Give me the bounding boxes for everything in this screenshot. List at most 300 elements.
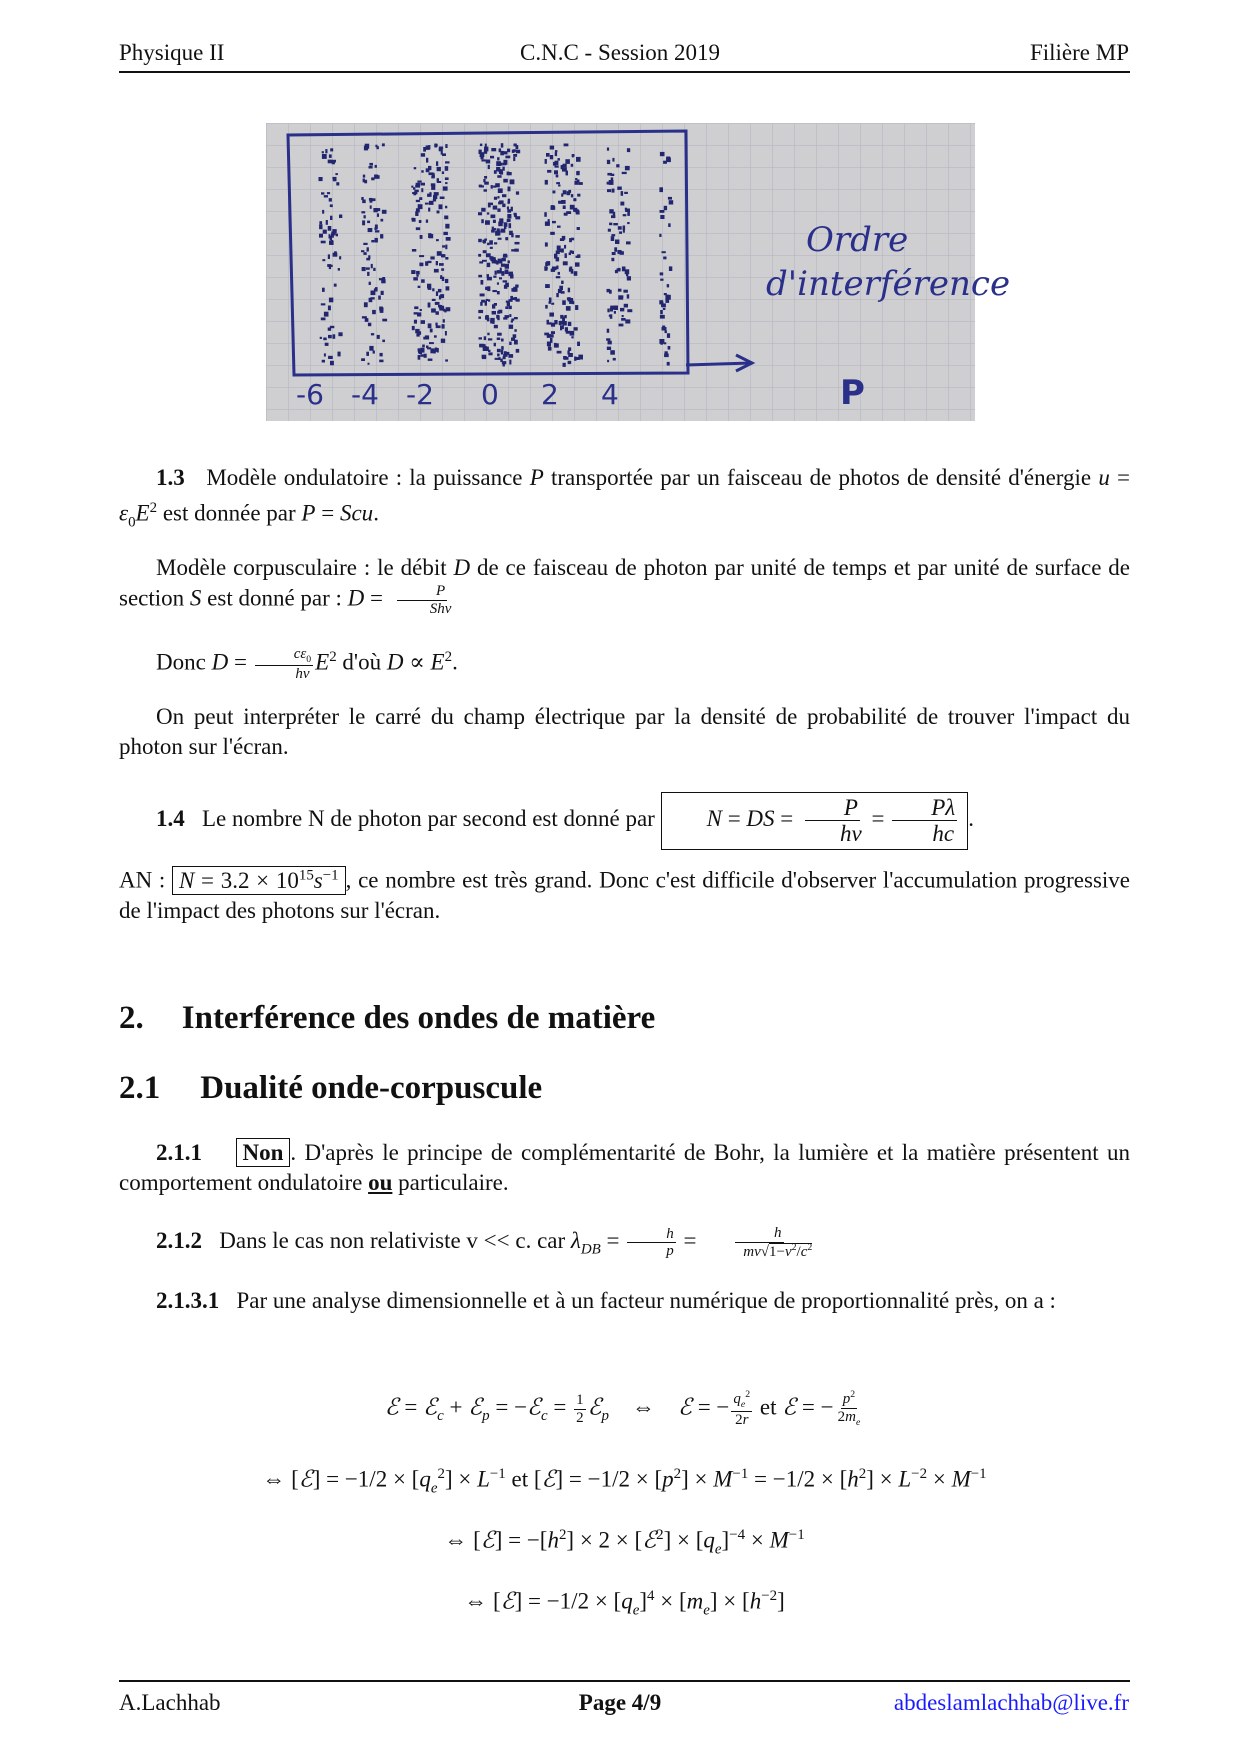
fringe-dot [494, 228, 497, 230]
fringe-dot [556, 251, 560, 255]
fringe-dot [669, 200, 674, 204]
fringe-dot [505, 306, 508, 309]
fringe-dot [555, 165, 559, 167]
fringe-dot [577, 227, 580, 230]
fringe-dot [566, 211, 571, 214]
tick-label: 4 [601, 378, 619, 411]
fringe-dot [545, 305, 548, 309]
fringe-dot [367, 272, 369, 276]
fringe-dot [370, 205, 372, 208]
fringe-dot [362, 220, 365, 225]
fringe-dot [490, 318, 494, 322]
fringe-dot [510, 179, 515, 184]
fringe-dot [660, 310, 663, 314]
fringe-dot [416, 227, 420, 230]
fringe-dot [545, 284, 550, 288]
fringe-dot [446, 237, 451, 241]
fringe-dot [375, 230, 380, 232]
fringe-dot [507, 302, 510, 306]
fringe-dot [478, 275, 482, 278]
fringe-dot [569, 252, 571, 255]
fringe-dot [432, 299, 436, 301]
fringe-dot [430, 329, 433, 333]
fringe-dot [665, 351, 668, 354]
fringe-dot [661, 302, 664, 307]
fringe-dot [361, 211, 365, 213]
fringe-dot [419, 197, 422, 200]
fringe-dot [516, 191, 519, 194]
fringe-dot [445, 245, 447, 250]
section-number: 1.3 [156, 465, 185, 490]
answer-box: Non [236, 1138, 291, 1167]
fringe-dot [556, 276, 561, 278]
fringe-dot [574, 198, 577, 201]
fringe-dot [558, 272, 560, 275]
fringe-dot [492, 304, 495, 308]
tick-labels [266, 378, 975, 418]
fringe-dot [443, 309, 445, 312]
fringe-dot [613, 358, 616, 361]
fringe-dot [334, 251, 337, 255]
fringe-dot [545, 180, 548, 185]
fringe-dot [478, 212, 482, 215]
fringe-dot [505, 237, 508, 240]
fringe-dot [413, 277, 418, 280]
fringe-dot [445, 177, 449, 180]
fringe-dot [375, 175, 380, 179]
fringe-dot [480, 144, 482, 147]
fringe-dot [515, 235, 519, 238]
fringe-dot [434, 335, 437, 337]
fringe-dot [414, 306, 418, 309]
fringe-dot [503, 317, 507, 319]
fringe-dot [321, 241, 326, 244]
fringe-dot [488, 338, 492, 340]
fringe-dot [507, 172, 510, 176]
fringe-dot [607, 160, 610, 164]
fringe-dot [570, 267, 573, 270]
fringe-dot [549, 301, 552, 303]
fringe-dot [362, 200, 366, 204]
fringe-dot [516, 150, 520, 154]
fringe-dot [511, 207, 513, 212]
fringe-dot [506, 301, 510, 303]
fringe-dot [328, 335, 332, 338]
fringe-dot [446, 286, 450, 290]
fringe-dot [375, 238, 378, 243]
fringe-dot [495, 260, 498, 264]
fringe-dot [511, 321, 513, 323]
fringe-dot [431, 185, 435, 190]
fringe-dot [514, 329, 516, 332]
fringe-dot [570, 205, 575, 210]
fringe-dot [622, 172, 627, 174]
fringe-dot [571, 336, 573, 338]
fringe-dot [478, 254, 481, 257]
fringe-dot [613, 223, 618, 225]
fringe-dot [498, 259, 503, 264]
fringe-dot [428, 303, 431, 308]
fringe-dot [610, 350, 615, 355]
fringe-dot [660, 315, 665, 319]
fringe-dot [495, 183, 500, 187]
fringe-dot [505, 156, 510, 159]
fringe-dot [560, 238, 564, 241]
fringe-dot [485, 287, 488, 290]
fringe-dot [368, 363, 370, 365]
fringe-dot [552, 221, 556, 223]
fringe-dot [425, 261, 428, 266]
fringe-dot [425, 203, 429, 205]
fringe-dot [514, 317, 518, 319]
fringe-dot [620, 202, 624, 206]
section-title: Dualité onde-corpuscule [200, 1070, 543, 1106]
fringe-dot [498, 222, 502, 227]
fringe-dot [322, 154, 327, 159]
fringe-dot [431, 176, 435, 179]
fringe-dot [442, 324, 445, 328]
fringe-dot [497, 311, 500, 314]
fringe-dot [444, 216, 448, 220]
fringe-dot [319, 234, 323, 238]
fringe-dot [509, 325, 513, 329]
fringe-dot [497, 316, 499, 321]
para-1-3-c: Donc D = $\frac{c\varepsilon_0}{h\nu}$ $E^2$ d'où $D \propto E^2$. [156, 645, 458, 683]
fringe-dot [607, 360, 609, 362]
fringe-dot [514, 249, 518, 252]
equation-3: ⇔ [ℰ] = $-[h^2] \times 2$ × [ℰ$^2$] × $[q_e]^{-4} \times M^{-1}$ [444, 1527, 805, 1558]
fringe-dot [332, 229, 336, 233]
fringe-dot [627, 212, 630, 216]
fringe-dot [608, 229, 611, 232]
fringe-dot [556, 257, 560, 261]
para-1-4-an [119, 860, 1130, 926]
fringe-dot [361, 358, 365, 361]
section-number: 2.1.2 [156, 1227, 202, 1253]
fringe-dot [501, 271, 504, 276]
fringe-dot [445, 166, 449, 171]
fringe-dot [568, 361, 572, 364]
fringe-dot [499, 200, 504, 203]
fringe-dot [610, 314, 613, 319]
fringe-dot [483, 250, 487, 253]
fringe-dot [555, 152, 557, 156]
fringe-dot [508, 260, 510, 263]
fringe-dot [555, 161, 559, 165]
fringe-dot [328, 306, 331, 311]
fringe-dot [427, 284, 431, 289]
fringe-dot [488, 203, 493, 206]
fringe-dot [493, 276, 496, 278]
header-rule [119, 71, 1130, 73]
fringe-dot [559, 321, 562, 325]
fringe-dot [369, 298, 373, 302]
fringe-dot [441, 268, 444, 271]
fringe-dot [436, 311, 439, 315]
fringe-dot [423, 337, 427, 340]
tick-label: 0 [481, 378, 499, 411]
fringe-dot [625, 319, 630, 323]
fringe-dot [504, 226, 506, 229]
fringe-dot [426, 158, 428, 163]
fringe-dot [321, 303, 326, 305]
para-2-1-2: 2.1.2 Dans le cas non relativiste v << c. car $\lambda_{DB}$ = $\frac{h}{p}$ = $\frac{h}{mv√1-v^2/c^2}$ [156, 1225, 813, 1260]
fringe-dot [478, 239, 482, 242]
fringe-dot [568, 347, 571, 351]
fringe-dot [565, 159, 570, 164]
fringe-dot [568, 322, 572, 326]
fringe-dot [551, 269, 555, 272]
fringe-dot [501, 339, 504, 342]
fringe-dot [623, 290, 628, 293]
fringe-dot [364, 146, 368, 151]
fringe-dot [611, 236, 615, 241]
fringe-dot [488, 352, 492, 355]
fringe-dot [417, 312, 421, 316]
fringe-dot [624, 304, 628, 308]
fringe-dot [369, 163, 373, 166]
fringe-dot [335, 173, 338, 175]
fringe-dot [618, 289, 622, 292]
fringe-dot [481, 208, 485, 212]
fringe-dot [434, 269, 439, 273]
fringe-dot [421, 183, 426, 186]
fringe-dot [566, 171, 569, 176]
fringe-dot [373, 208, 377, 212]
fringe-dot [544, 333, 549, 336]
fringe-dot [503, 160, 507, 165]
header-center: C.N.C - Session 2019 [520, 40, 720, 65]
fringe-dot [330, 236, 332, 241]
fringe-dot [445, 359, 448, 361]
fringe-dot [625, 166, 630, 170]
fringe-dot [495, 271, 497, 275]
fringe-dot [382, 210, 387, 214]
fringe-dot [372, 310, 376, 314]
axis-label: P [840, 373, 865, 413]
para-2-1-1 [119, 1138, 1130, 1198]
fringe-dot [378, 296, 381, 300]
fringe-dot [435, 323, 437, 326]
fringe-dot [565, 253, 567, 258]
fringe-dot [497, 230, 501, 235]
fringe-dot [328, 265, 333, 267]
fringe-dot [436, 161, 438, 166]
fringe-dot [324, 312, 329, 317]
fringe-dot [363, 179, 365, 183]
fringe-dot [413, 187, 415, 190]
fringe-dot [503, 254, 507, 257]
fringe-dot [330, 204, 333, 207]
fringe-dot [563, 205, 566, 209]
fringe-dot [568, 288, 570, 293]
fringe-dot [660, 152, 665, 156]
fringe-dot [369, 282, 371, 285]
fringe-dot [382, 319, 387, 322]
fringe-dot [480, 152, 485, 157]
fringe-dot [381, 219, 384, 222]
fringe-dot [419, 255, 424, 257]
fringe-dot [321, 318, 326, 321]
fringe-dot [611, 258, 614, 261]
fringe-dot [572, 251, 574, 254]
fringe-dot [498, 188, 503, 193]
fringe-dot [668, 197, 672, 200]
fringe-dot [669, 266, 672, 271]
fringe-dot [445, 257, 448, 260]
fringe-dot [322, 151, 324, 153]
fringe-dot [623, 214, 627, 216]
fringe-dot [416, 275, 418, 277]
equation-2: ⇔ [ℰ] = $-1/2 \times [q_e^2] \times L^{-1}$ et [ℰ] = $-1/2 \times [p^2] \times M^{-1} = -1/2 \times [h^2] \times L^{-2} \times M^{-1}$ [262, 1466, 987, 1497]
fringe-dot [421, 170, 423, 173]
fringe-dot [548, 219, 550, 223]
fringe-dot [440, 294, 444, 298]
fringe-dot [482, 260, 487, 262]
fringe-dot [381, 291, 384, 295]
fringe-dot [491, 185, 493, 189]
fringe-dot [484, 336, 486, 340]
fringe-dot [428, 145, 431, 150]
fringe-dot [607, 189, 611, 192]
fringe-dot [418, 355, 421, 360]
fringe-dot [516, 145, 519, 149]
fringe-dot [418, 348, 422, 351]
fringe-dot [430, 256, 434, 259]
fringe-dot [439, 305, 441, 309]
fringe-dot [501, 229, 506, 233]
fringe-dot [439, 263, 444, 266]
fringe-dot [368, 323, 371, 327]
fringe-dot [568, 190, 571, 193]
fringe-dot [361, 250, 364, 252]
fringe-dot [668, 223, 670, 227]
fringe-dot [576, 256, 579, 258]
fringe-dot [511, 288, 515, 292]
fringe-dot [336, 182, 339, 185]
fringe-dot [371, 291, 376, 296]
fringe-dot [486, 253, 491, 257]
fringe-dot [507, 207, 509, 210]
fringe-dot [621, 191, 624, 196]
fringe-dot [497, 175, 501, 178]
fringe-dot [437, 167, 441, 171]
fringe-dot [501, 346, 504, 350]
fringe-dot [545, 262, 548, 266]
fringe-dot [497, 291, 500, 294]
fringe-dot [366, 352, 369, 356]
fringe-dot [377, 213, 379, 217]
fringe-dot [665, 330, 667, 333]
section-number: 2.1.1 [156, 1140, 202, 1165]
text: de ce faisceau de photon par unité de temps et par unité de surface de section [119, 555, 1130, 611]
fringe-dot [484, 176, 487, 179]
fringe-dot [485, 144, 487, 148]
fringe-dot [503, 151, 507, 154]
fringe-dot [562, 300, 566, 305]
fringe-dot [483, 240, 485, 244]
fringe-dot [664, 354, 669, 358]
fringe-dot [442, 171, 444, 174]
fringe-dot [564, 245, 566, 249]
fringe-dot [556, 293, 559, 297]
fringe-dot [575, 305, 578, 310]
fringe-dot [319, 221, 322, 224]
fringe-dot [319, 177, 323, 181]
footer-email-link[interactable]: abdeslamlachhab@live.fr [893, 1690, 1129, 1715]
text: Donc [156, 649, 212, 675]
fringe-dot [617, 187, 622, 190]
fringe-dot [428, 359, 433, 361]
fringe-dot [553, 191, 556, 194]
section-2-heading [119, 1000, 655, 1037]
fringe-dot [505, 352, 509, 355]
fringe-dot [422, 345, 425, 348]
fringe-dot [443, 319, 445, 322]
fringe-dot [509, 272, 514, 277]
fringe-dot [430, 348, 434, 353]
fringe-dot [487, 212, 489, 214]
fringe-dot [575, 262, 580, 266]
fringe-dot [566, 306, 571, 311]
text: Le nombre N de photon par second est donné par [202, 806, 655, 832]
fringe-dot [367, 221, 370, 224]
fringe-dot [502, 194, 506, 197]
fringe-dot [497, 333, 502, 336]
fringe-dot [511, 249, 515, 251]
fringe-dot [382, 143, 385, 146]
fringe-dot [442, 245, 445, 247]
fringe-dot [619, 324, 624, 327]
fringe-dot [660, 279, 663, 281]
fringe-dot [507, 209, 511, 213]
fringe-dot [494, 242, 497, 244]
fringe-dot [547, 170, 551, 173]
fringe-dot [515, 242, 520, 245]
fringe-dot [329, 198, 332, 202]
fringe-dot [508, 201, 510, 204]
fringe-dot [436, 325, 441, 328]
fringe-dot [481, 300, 485, 303]
fringe-dot [320, 337, 322, 339]
fringe-dot [478, 310, 483, 313]
fringe-dot [503, 179, 508, 183]
fringe-dot [484, 189, 488, 191]
fringe-dot [550, 146, 554, 150]
fringe-dot [485, 220, 490, 225]
fringe-dot [427, 194, 430, 197]
fringe-dot [499, 277, 502, 279]
fringe-dot [421, 279, 425, 283]
fringe-dot [577, 342, 580, 346]
tick-label: 2 [541, 378, 559, 411]
fringe-dot [420, 235, 423, 239]
fringe-dot [562, 321, 567, 325]
fringe-dot [371, 240, 374, 242]
fringe-dot [492, 311, 496, 315]
tick-label: -4 [351, 378, 379, 411]
fringe-dot [323, 230, 327, 234]
fringe-dot [369, 166, 373, 169]
fringe-dot [417, 181, 421, 183]
fringe-dot [497, 282, 499, 284]
para-1-3-b: Modèle corpusculaire : le débit D de ce faisceau de photon par unité de temps et par unité de surface de section S est donné par : D = $\frac{P}{\text{Shν}}$ [119, 555, 1130, 617]
fringe-dot [416, 271, 420, 275]
fringe-dot [375, 165, 377, 168]
fringe-dot [429, 201, 434, 205]
fringe-dot [614, 247, 617, 252]
fringe-dot [547, 342, 551, 347]
